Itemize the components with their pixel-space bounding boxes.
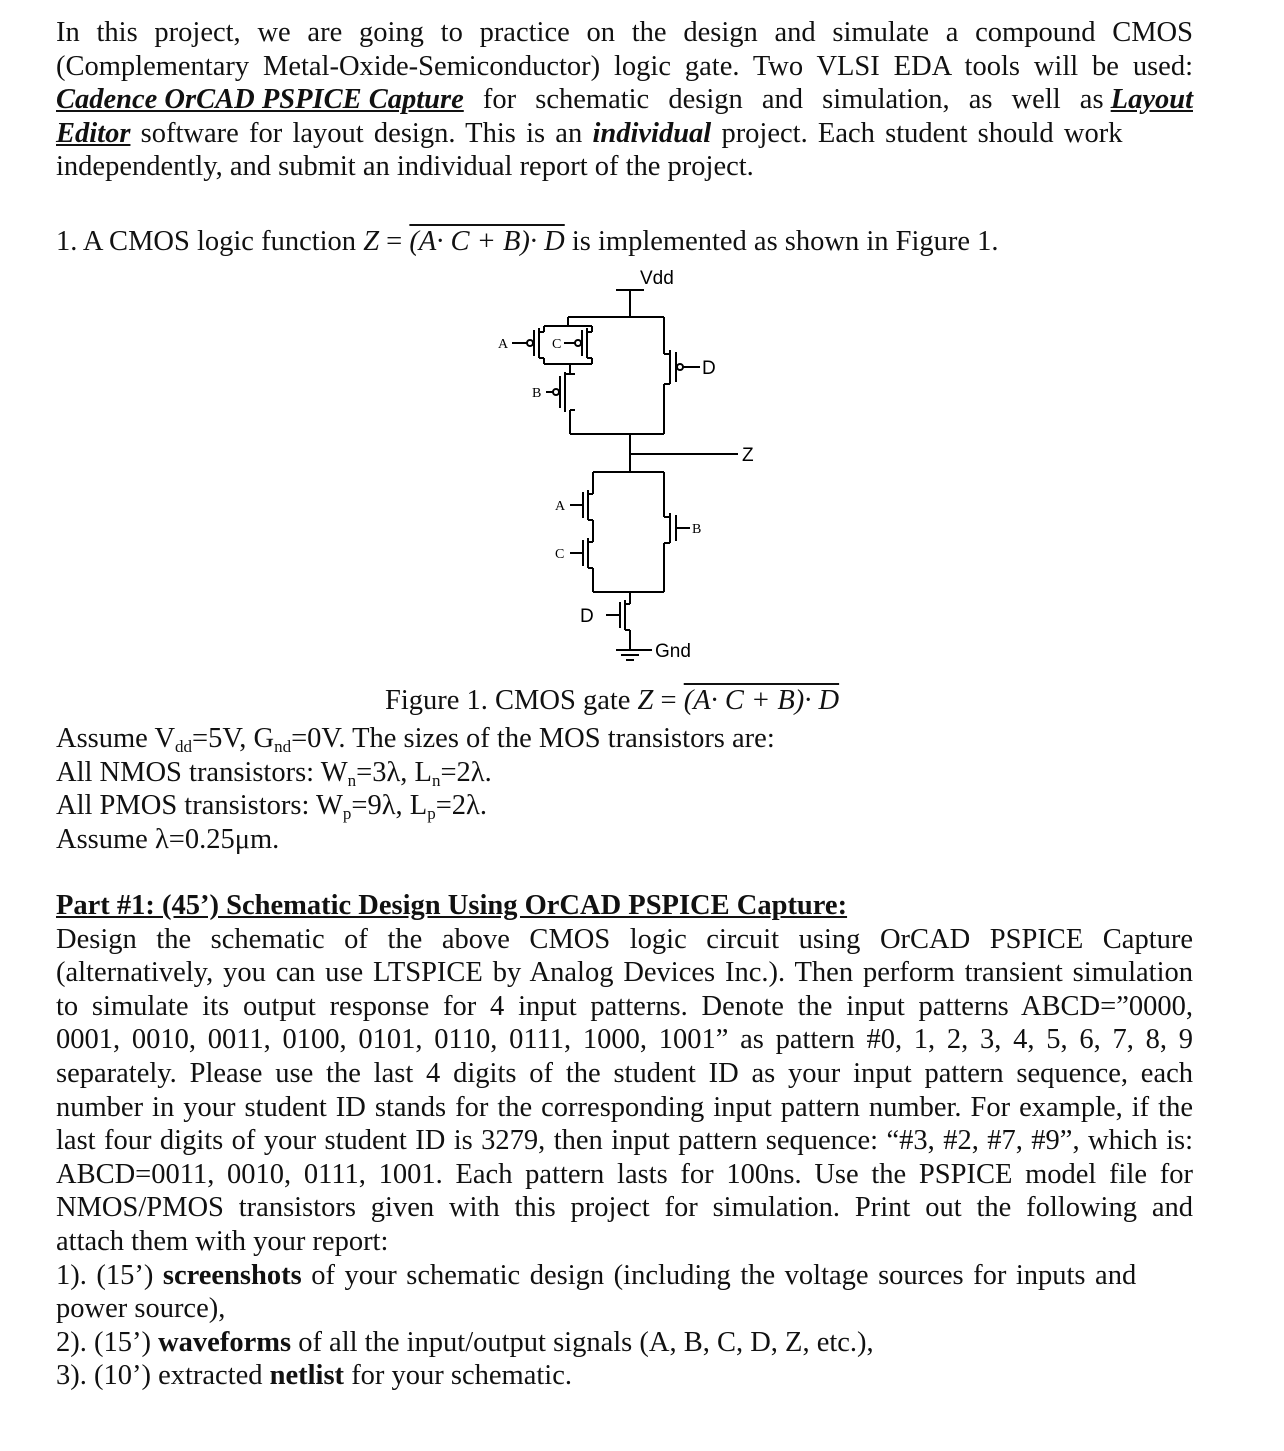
- part-1-line: last four digits of your student ID is 3279, then input pattern sequence: “#3, #2, #7, #9”, which is:: [56, 1125, 1193, 1157]
- deliverable-1: 1). (15’) screenshots of your schematic design (including the voltage sources for inputs and: [56, 1259, 1137, 1291]
- part-1-line: to simulate its output response for 4 input patterns. Denote the input patterns ABCD=”0000,: [56, 990, 1193, 1022]
- part-1-line: ABCD=0011, 0010, 0111, 1001. Each pattern lasts for 100ns. Use the PSPICE model file for: [56, 1158, 1193, 1190]
- caption-output: Z: [637, 685, 654, 716]
- assume-voltages: Assume $V_{dd}=5V$, $G_{nd}=0V$. The sizes of the MOS transistors are:: [56, 723, 775, 756]
- intro-line-1: In this project, we are going to practice on the design and simulate a compound CMOS: [56, 17, 1193, 48]
- caption-equals: =: [653, 685, 684, 716]
- part-1-heading: Part #1: (45’) Schematic Design Using OrCAD PSPICE Capture:: [56, 890, 848, 921]
- intro-line-5: independently, and submit an individual report of the project.: [56, 151, 754, 183]
- pmos-d-label: D: [702, 358, 716, 379]
- equals-sign: =: [379, 226, 410, 257]
- figure-caption: [385, 684, 839, 717]
- intro-paragraph: [56, 16, 1193, 184]
- part-1-line: NMOS/PMOS transistors given with this project for simulation. Print out the following and: [56, 1192, 1193, 1224]
- individual-emphasis: individual: [592, 117, 712, 149]
- tool-name-editor: Editor: [56, 117, 131, 149]
- cmos-circuit-diagram: [480, 262, 780, 672]
- deliverable-3: 3). (10’) extracted netlist for your schematic.: [56, 1360, 572, 1392]
- intro-line-3-text: for schematic design and simulation, as well as: [463, 84, 1111, 116]
- deliverable-2: 2). (15’) waveforms of all the input/output signals (A, B, C, D, Z, etc.),: [56, 1326, 874, 1358]
- tool-name-layout: Layout: [1110, 84, 1193, 116]
- nmos-b-label: B: [692, 522, 702, 537]
- output-z-label: Z: [742, 445, 754, 466]
- intro-line-2: (Complementary Metal-Oxide-Semiconductor) logic gate. Two VLSI EDA tools will be used:: [56, 50, 1193, 82]
- question-1: [56, 225, 999, 258]
- gnd-label: Gnd: [655, 641, 691, 662]
- vdd-label: Vdd: [640, 268, 674, 289]
- part-1-line: Design the schematic of the above CMOS logic circuit using OrCAD PSPICE Capture: [56, 923, 1193, 955]
- pmos-c-label: C: [552, 337, 562, 352]
- assume-lambda: Assume λ=0.25μm.: [56, 823, 280, 855]
- part-1-line: separately. Please use the last 4 digits of the student ID as your input pattern sequence, each: [56, 1057, 1193, 1089]
- part-1-line: attach them with your report:: [56, 1225, 389, 1257]
- intro-line-4: [56, 117, 1193, 151]
- assume-pmos-size: All PMOS transistors: $W_p=9\lambda$, $L_p=2\lambda$.: [56, 790, 487, 824]
- function-expression: (A· C + B)· D: [409, 226, 565, 257]
- caption-prefix: Figure 1. CMOS gate: [385, 685, 638, 716]
- nmos-d-label: D: [580, 606, 594, 627]
- assumptions: [56, 722, 1193, 856]
- intro-line-3: [56, 83, 1193, 117]
- question-1-suffix: is implemented as shown in Figure 1.: [564, 226, 999, 257]
- nmos-a-label: A: [555, 499, 566, 514]
- part-1-line: number in your student ID stands for the corresponding input pattern number. For example, if the: [56, 1091, 1193, 1123]
- pmos-a-label: A: [498, 337, 509, 352]
- assume-nmos-size: All NMOS transistors: $W_n=3\lambda$, $L_n=2\lambda$.: [56, 756, 492, 790]
- part-1-line: (alternatively, you can use LTSPICE by Analog Devices Inc.). Then perform transient simulation: [56, 957, 1193, 989]
- intro-line-4-text-b: project. Each student should work: [711, 117, 1123, 149]
- function-output: Z: [363, 226, 380, 257]
- nmos-c-label: C: [555, 547, 565, 562]
- caption-expression: (A· C + B)· D: [683, 685, 840, 716]
- question-1-prefix: 1. A CMOS logic function: [56, 226, 364, 257]
- deliverable-1-cont: power source),: [56, 1293, 226, 1325]
- intro-line-4-text-a: software for layout design. This is an: [130, 117, 593, 149]
- tool-name-orcad: Cadence OrCAD PSPICE Capture: [56, 84, 464, 116]
- part-1-section: [56, 889, 1193, 1393]
- part-1-line: 0001, 0010, 0011, 0100, 0101, 0110, 0111, 1000, 1001” as pattern #0, 1, 2, 3, 4, 5, 6, 7, 8, 9: [56, 1024, 1193, 1056]
- pmos-b-label: B: [532, 386, 542, 401]
